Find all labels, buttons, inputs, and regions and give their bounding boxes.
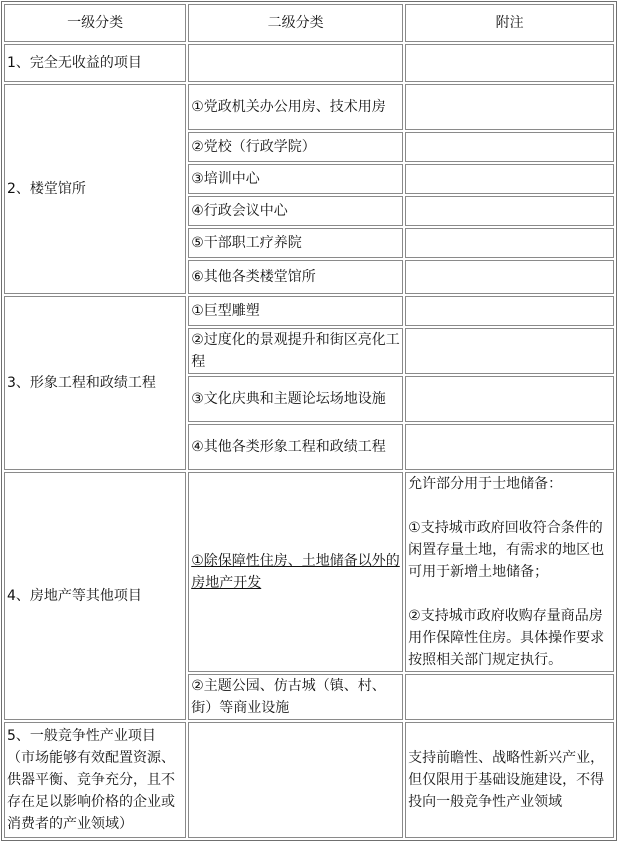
note-cell (405, 424, 614, 470)
note-line: ①支持城市政府回收符合条件的闲置存量土地，有需求的地区也可用于新增土地储备； (408, 520, 605, 580)
subcategory-cell: ②过度化的景观提升和街区亮化工程 (188, 328, 403, 374)
header-note: 附注 (405, 4, 614, 42)
note-cell (405, 674, 614, 720)
note-cell (405, 296, 614, 326)
note-spacer (408, 495, 611, 517)
category-cell: 4、房地产等其他项目 (4, 472, 186, 720)
note-cell (405, 196, 614, 226)
category-cell: 1、完全无收益的项目 (4, 44, 186, 82)
subcategory-cell: ①巨型雕塑 (188, 296, 403, 326)
header-level2: 二级分类 (188, 4, 403, 42)
table-row (4, 84, 614, 130)
subcategory-cell: ④行政会议中心 (188, 196, 403, 226)
table-row (4, 44, 614, 82)
subcategory-cell: ①除保障性住房、土地储备以外的房地产开发 (188, 472, 403, 672)
subcategory-cell: ③文化庆典和主题论坛场地设施 (188, 376, 403, 422)
note-cell (405, 84, 614, 130)
table-row (4, 722, 614, 838)
subcategory-cell: ②主题公园、仿古城（镇、村、街）等商业设施 (188, 674, 403, 720)
header-row (4, 4, 614, 42)
note-cell (405, 164, 614, 194)
category-cell: 3、形象工程和政绩工程 (4, 296, 186, 470)
subcategory-cell: ④其他各类形象工程和政绩工程 (188, 424, 403, 470)
classification-table (1, 1, 617, 841)
subcategory-cell: ⑤干部职工疗养院 (188, 228, 403, 258)
subcategory-cell: ③培训中心 (188, 164, 403, 194)
note-line: 允许部分用于士地储备： (408, 476, 563, 492)
note-cell: 支持前瞻性、战略性新兴产业，但仅限用于基础设施建设，不得投向一般竞争性产业领域 (405, 722, 614, 838)
subcategory-cell (188, 722, 403, 838)
category-cell: 5、一般竞争性产业项目（市场能够有效配置资源、供器平衡、竞争充分，且不存在足以影响价格的企业或消费者的产业领域） (4, 722, 186, 838)
header-level1: 一级分类 (4, 4, 186, 42)
note-spacer (408, 583, 611, 605)
table-row (4, 296, 614, 326)
note-line: ②支持城市政府收购存量商品房用作保障性住房。具体操作要求按照相关部门规定执行。 (408, 608, 605, 668)
note-cell (405, 132, 614, 162)
subcategory-cell: ②党校（行政学院） (188, 132, 403, 162)
category-cell: 2、楼堂馆所 (4, 84, 186, 294)
note-cell (405, 376, 614, 422)
subcategory-cell (188, 44, 403, 82)
subcategory-cell: ⑥其他各类楼堂馆所 (188, 260, 403, 294)
note-cell (405, 228, 614, 258)
note-cell (405, 472, 614, 672)
note-cell (405, 260, 614, 294)
note-cell (405, 328, 614, 374)
subcategory-cell: ①党政机关办公用房、技术用房 (188, 84, 403, 130)
table-row (4, 472, 614, 672)
note-cell (405, 44, 614, 82)
